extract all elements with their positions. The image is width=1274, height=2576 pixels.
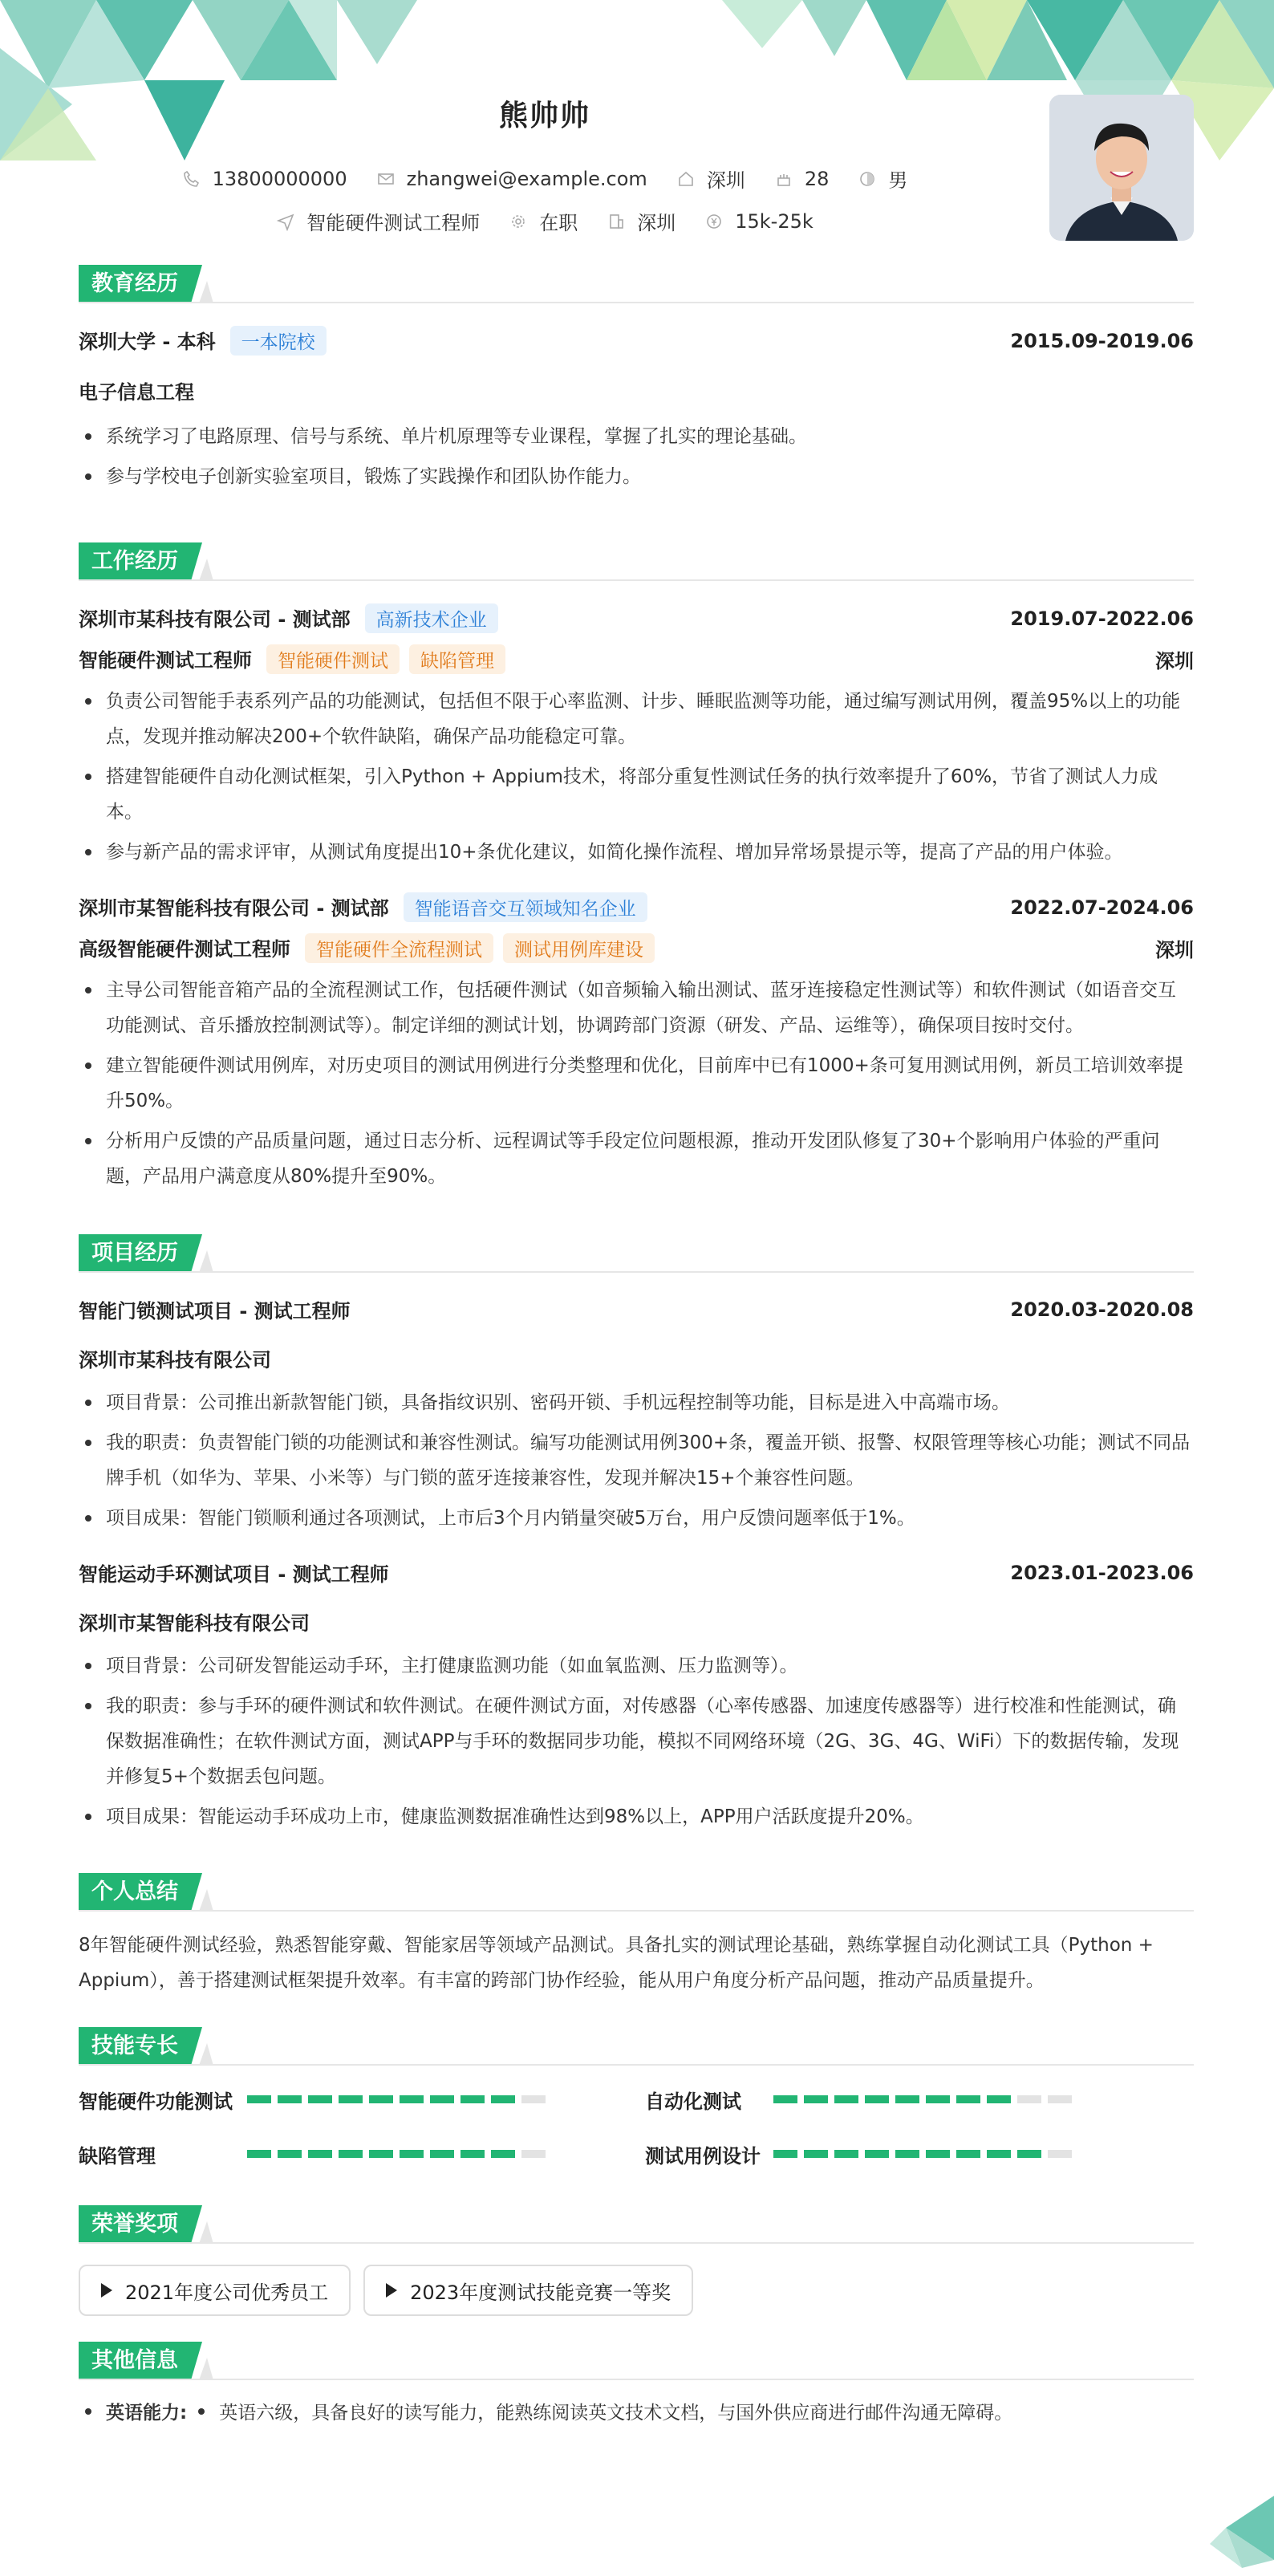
section-header: [79, 265, 1194, 303]
skill-segment: [430, 2150, 454, 2158]
skill-segment: [926, 2150, 950, 2158]
project-bullets: [79, 1648, 1194, 1834]
section-slash-decoration: [191, 2342, 213, 2380]
list-item: 分析用户反馈的产品质量问题，通过日志分析、远程调试等手段定位问题根源，推动开发团队修复了30+个影响用户体验的严重问题，产品用户满意度从80%提升至90%。: [79, 1123, 1194, 1194]
avatar-photo: [1049, 95, 1194, 241]
list-item: 项目背景：公司研发智能运动手环，主打健康监测功能（如血氧监测、压力监测等）。: [79, 1648, 1194, 1684]
work-entry-header: [79, 892, 1194, 922]
target-job-item: [276, 207, 480, 235]
work-city: 深圳: [1155, 650, 1194, 672]
work-bullets: [79, 684, 1194, 870]
skill-segment: [865, 2150, 889, 2158]
award-label: 2021年度公司优秀员工: [125, 2281, 329, 2304]
home-icon: [676, 169, 696, 189]
summary-text: 8年智能硬件测试经验，熟悉智能穿戴、智能家居等领域产品测试。具备扎实的测试理论基础，熟练掌握自动化测试工具（Python + Appium），善于搭建测试框架提升效率。有丰富的跨部门协作经验，能从用户角度分析产品问题，推动产品质量提升。: [79, 1935, 1154, 1991]
project-entry-header: [79, 1558, 1194, 1587]
triangle-right-icon: [101, 2283, 112, 2298]
skill-segment: [804, 2150, 828, 2158]
skill-segment: [987, 2095, 1011, 2103]
role-tag: 智能硬件全流程测试: [305, 933, 493, 963]
other-label: 英语能力:: [106, 2403, 188, 2424]
skill-segment: [895, 2150, 919, 2158]
skill-segment: [339, 2095, 363, 2103]
list-item: 主导公司智能音箱产品的全流程测试工作，包括硬件测试（如音频输入输出测试、蓝牙连接稳定性测试等）和软件测试（如语音交互功能测试、音乐播放控制测试等）。制定详细的测试计划，协调跨部门资源（研发、产品、运维等），确保项目按时交付。: [79, 973, 1194, 1043]
salary-text: 15k-25k: [735, 209, 813, 233]
skill-segment: [987, 2150, 1011, 2158]
project-title: 智能门锁测试项目 - 测试工程师: [79, 1300, 351, 1323]
company-name: 深圳市某智能科技有限公司 - 测试部: [79, 897, 389, 920]
role-row: [79, 933, 1194, 963]
company-name: 深圳市某科技有限公司 - 测试部: [79, 608, 351, 631]
skill-segment: [491, 2095, 515, 2103]
skill-segment: [521, 2095, 546, 2103]
phone-item: [182, 168, 347, 190]
education-date: 2015.09-2019.06: [1010, 329, 1194, 352]
skill-segment: [926, 2095, 950, 2103]
gender-text: 男: [888, 169, 908, 192]
building-icon: [607, 212, 626, 231]
project-company: 深圳市某科技有限公司: [79, 1349, 271, 1371]
skill-name: 缺陷管理: [79, 2144, 156, 2168]
skill-segment: [369, 2150, 393, 2158]
target-city-text: 深圳: [637, 212, 676, 234]
projects-section: [79, 1234, 1194, 1834]
role-name: 高级智能硬件测试工程师: [79, 938, 290, 961]
email-item: [376, 168, 647, 190]
gender-item: [858, 165, 907, 193]
skill-item: [79, 2127, 645, 2181]
skill-name: 测试用例设计: [645, 2144, 761, 2168]
education-section: [79, 265, 1194, 494]
skill-segment: [834, 2095, 858, 2103]
section-title: 技能专长: [79, 2027, 191, 2066]
skill-segment: [834, 2150, 858, 2158]
skill-segment: [521, 2150, 546, 2158]
section-header: [79, 2342, 1194, 2380]
work-date: 2022.07-2024.06: [1010, 896, 1194, 919]
phone-text: 13800000000: [212, 167, 347, 190]
work-date: 2019.07-2022.06: [1010, 607, 1194, 630]
resume-header: [79, 0, 1194, 265]
project-company-row: [79, 1344, 1194, 1372]
candidate-name: 熊帅帅: [498, 100, 590, 132]
skill-segment: [865, 2095, 889, 2103]
work-city: 深圳: [1155, 939, 1194, 961]
section-title: 个人总结: [79, 1873, 191, 1912]
skill-level-bar: [773, 2095, 1078, 2103]
city-text: 深圳: [706, 169, 745, 192]
awards-section: [79, 2205, 1194, 2316]
work-bullets: [79, 973, 1194, 1194]
email-text: zhangwei@example.com: [406, 167, 647, 190]
list-item: 参与学校电子创新实验室项目，锻炼了实践操作和团队协作能力。: [79, 459, 1194, 494]
status-item: [509, 207, 578, 235]
skill-segment: [339, 2150, 363, 2158]
list-item: 项目背景：公司推出新款智能门锁，具备指纹识别、密码开锁、手机远程控制等功能，目标是进入中高端市场。: [79, 1385, 1194, 1420]
project-company-row: [79, 1607, 1194, 1635]
list-item: 我的职责：参与手环的硬件测试和软件测试。在硬件测试方面，对传感器（心率传感器、加速度传感器等）进行校准和性能测试，确保数据准确性；在软件测试方面，测试APP与手环的数据同步功能，模拟不同网络环境（2G、3G、4G、WiFi）下的数据传输，发现并修复5+个数据丢包问题。: [79, 1688, 1194, 1794]
gear-icon: [509, 212, 528, 231]
list-item: 项目成果：智能运动手环成功上市，健康监测数据准确性达到98%以上，APP用户活跃度提升20%。: [79, 1799, 1194, 1834]
skill-segment: [461, 2150, 485, 2158]
skill-name: 智能硬件功能测试: [79, 2090, 233, 2113]
company-tag: 高新技术企业: [365, 603, 498, 633]
contact-row: [79, 165, 1011, 193]
list-item: 建立智能硬件测试用例库，对历史项目的测试用例进行分类整理和优化，目前库中已有1000+条可复用测试用例，新员工培训效率提升50%。: [79, 1048, 1194, 1119]
target-job-text: 智能硬件测试工程师: [306, 212, 481, 234]
skill-segment: [400, 2095, 424, 2103]
skill-segment: [1017, 2150, 1041, 2158]
project-date: 2020.03-2020.08: [1010, 1298, 1194, 1321]
skill-segment: [247, 2150, 271, 2158]
major-row: [79, 376, 1194, 404]
other-info-row: [79, 2398, 1194, 2424]
role-tag: 测试用例库建设: [503, 933, 655, 963]
gender-icon: [858, 169, 877, 189]
list-item: 系统学习了电路原理、信号与系统、单片机原理等专业课程，掌握了扎实的理论基础。: [79, 419, 1194, 454]
section-header: [79, 2205, 1194, 2244]
skill-segment: [491, 2150, 515, 2158]
skill-item: [79, 2072, 645, 2127]
salary-item: [704, 210, 813, 233]
skill-segment: [804, 2095, 828, 2103]
skill-level-bar: [247, 2095, 552, 2103]
skill-name: 自动化测试: [645, 2090, 741, 2113]
company-tag: 智能语音交互领域知名企业: [404, 892, 647, 922]
list-item: 项目成果：智能门锁顺利通过各项测试，上市后3个月内销量突破5万台，用户反馈问题率低于1%。: [79, 1501, 1194, 1536]
skill-segment: [308, 2150, 332, 2158]
money-icon: [704, 212, 724, 231]
section-title: 项目经历: [79, 1234, 191, 1273]
skill-segment: [278, 2150, 302, 2158]
skill-item: [645, 2127, 1194, 2181]
role-tag: 缺陷管理: [409, 644, 505, 674]
skill-segment: [308, 2095, 332, 2103]
skill-item: [645, 2072, 1194, 2127]
footer-decoration: [1178, 2480, 1274, 2576]
project-entry-header: [79, 1295, 1194, 1323]
skill-segment: [895, 2095, 919, 2103]
send-icon: [276, 212, 295, 231]
skill-segment: [773, 2095, 797, 2103]
skills-grid: [79, 2072, 1194, 2181]
section-title: 其他信息: [79, 2342, 191, 2380]
section-slash-decoration: [191, 1873, 213, 1912]
role-name: 智能硬件测试工程师: [79, 649, 252, 672]
project-date: 2023.01-2023.06: [1010, 1561, 1194, 1584]
skill-segment: [430, 2095, 454, 2103]
section-header: [79, 542, 1194, 581]
role-row: [79, 644, 1194, 674]
skill-segment: [461, 2095, 485, 2103]
skill-level-bar: [247, 2150, 552, 2158]
other-section: [79, 2342, 1194, 2424]
major-name: 电子信息工程: [79, 381, 194, 404]
section-slash-decoration: [191, 2205, 213, 2244]
project-title: 智能运动手环测试项目 - 测试工程师: [79, 1563, 389, 1586]
target-city-item: [607, 207, 676, 235]
list-item: 我的职责：负责智能门锁的功能测试和兼容性测试。编写功能测试用例300+条，覆盖开锁、报警、权限管理等核心功能；测试不同品牌手机（如华为、苹果、小米等）与门锁的蓝牙连接兼容性，发现并解决15+个兼容性问题。: [79, 1425, 1194, 1496]
skill-segment: [956, 2095, 980, 2103]
work-section: [79, 542, 1194, 1194]
skill-segment: [369, 2095, 393, 2103]
skill-segment: [1017, 2095, 1041, 2103]
section-title: 荣誉奖项: [79, 2205, 191, 2244]
section-header: [79, 1234, 1194, 1273]
list-item: 参与新产品的需求评审，从测试角度提出10+条优化建议，如简化操作流程、增加异常场景提示等，提高了产品的用户体验。: [79, 835, 1194, 870]
work-entry-header: [79, 603, 1194, 633]
skill-segment: [1048, 2095, 1072, 2103]
skill-segment: [247, 2095, 271, 2103]
section-title: 工作经历: [79, 542, 191, 581]
school-tag: 一本院校: [230, 326, 327, 356]
phone-icon: [182, 169, 201, 189]
age-item: [774, 168, 830, 190]
skill-segment: [400, 2150, 424, 2158]
section-slash-decoration: [191, 265, 213, 303]
job-intent-row: [79, 207, 1011, 235]
skill-segment: [956, 2150, 980, 2158]
skill-segment: [1048, 2150, 1072, 2158]
section-title: 教育经历: [79, 265, 191, 303]
education-entry-header: [79, 326, 1194, 356]
section-slash-decoration: [191, 542, 213, 581]
school-name: 深圳大学 - 本科: [79, 331, 216, 353]
age-text: 28: [804, 167, 830, 190]
education-bullets: [79, 419, 1194, 494]
section-header: [79, 1873, 1194, 1912]
role-tag: 智能硬件测试: [266, 644, 400, 674]
project-company: 深圳市某智能科技有限公司: [79, 1612, 310, 1635]
skill-segment: [278, 2095, 302, 2103]
mail-icon: [376, 169, 396, 189]
section-header: [79, 2027, 1194, 2066]
award-label: 2023年度测试技能竞赛一等奖: [410, 2281, 671, 2304]
cake-icon: [774, 169, 793, 189]
triangle-right-icon: [386, 2283, 397, 2298]
awards-list: [79, 2265, 1194, 2316]
skill-level-bar: [773, 2150, 1078, 2158]
status-text: 在职: [539, 212, 578, 234]
section-slash-decoration: [191, 2027, 213, 2066]
list-item: 搭建智能硬件自动化测试框架，引入Python + Appium技术，将部分重复性测试任务的执行效率提升了60%，节省了测试人力成本。: [79, 759, 1194, 830]
city-item: [676, 165, 745, 193]
summary-section: [79, 1873, 1194, 1998]
skills-section: [79, 2027, 1194, 2181]
skill-segment: [773, 2150, 797, 2158]
other-text: 英语六级，具备良好的读写能力，能熟练阅读英文技术文档，与国外供应商进行邮件沟通无障碍。: [219, 2403, 1013, 2424]
section-slash-decoration: [191, 1234, 213, 1273]
project-bullets: [79, 1385, 1194, 1536]
award-item: [363, 2265, 693, 2316]
award-item: [79, 2265, 351, 2316]
list-item: 负责公司智能手表系列产品的功能测试，包括但不限于心率监测、计步、睡眠监测等功能，通过编写测试用例，覆盖95%以上的功能点，发现并推动解决200+个软件缺陷，确保产品功能稳定可靠。: [79, 684, 1194, 754]
